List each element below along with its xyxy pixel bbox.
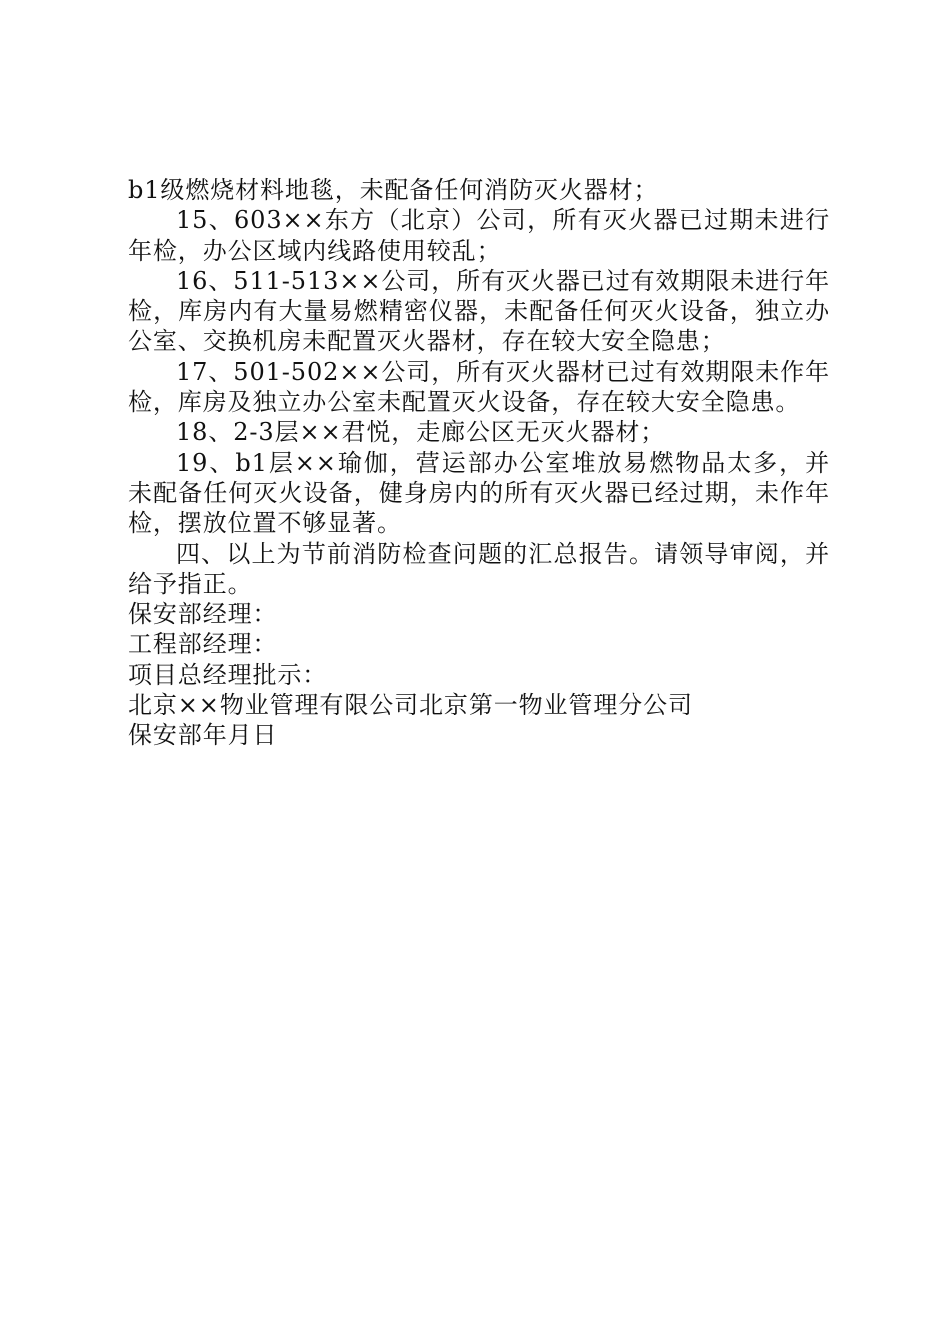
department-date: 保安部年月日 [128, 721, 278, 750]
paragraph-continuation: b1级燃烧材料地毯，未配备任何消防灭火器材； [128, 176, 659, 204]
project-gm-approval: 项目总经理批示： [128, 660, 328, 689]
engineering-manager-signature: 工程部经理： [128, 630, 278, 659]
paragraph-item-17: 17、501-502××公司，所有灭火器材已过有效期限未作年检，库房及独立办公室未配置灭火设备，存在较大安全隐患。 [128, 357, 830, 417]
paragraph-summary: 四、以上为节前消防检查问题的汇总报告。请领导审阅，并给予指正。 [128, 539, 830, 598]
company-name: 北京××物业管理有限公司北京第一物业管理分公司 [128, 691, 693, 720]
paragraph-item-18: 18、2-3层××君悦，走廊公区无灭火器材； [176, 418, 666, 447]
paragraph-item-15: 15、603××东方（北京）公司，所有灭火器已过期未进行年检，办公区域内线路使用较乱； [128, 206, 830, 265]
security-manager-signature: 保安部经理： [128, 600, 278, 629]
paragraph-item-19: 19、b1层××瑜伽，营运部办公室堆放易燃物品太多，并未配备任何灭火设备，健身房内的所有灭火器已经过期，未作年检，摆放位置不够显著。 [128, 448, 830, 538]
paragraph-item-16: 16、511-513××公司，所有灭火器已过有效期限未进行年检，库房内有大量易燃精密仪器，未配备任何灭火设备，独立办公室、交换机房未配置灭火器材，存在较大安全隐患； [128, 266, 830, 356]
document-body [128, 175, 830, 751]
